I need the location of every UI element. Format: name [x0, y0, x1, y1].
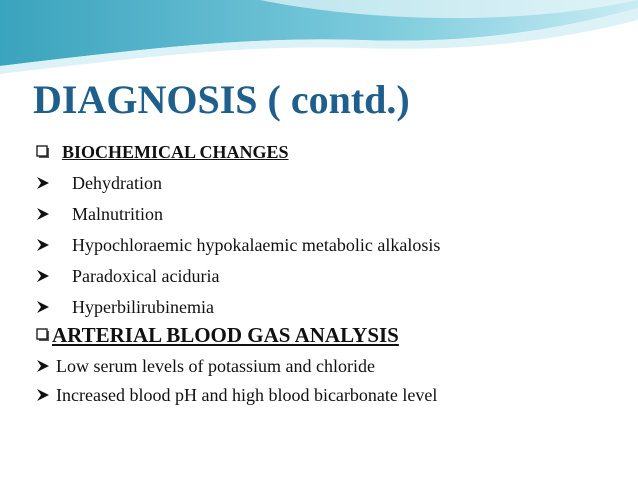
square-bullet-icon	[36, 328, 50, 342]
arrowhead-bullet-icon	[36, 207, 50, 221]
list-item	[36, 263, 219, 289]
list-item	[36, 232, 440, 258]
section-heading-abg	[36, 322, 399, 348]
arrowhead-bullet-icon	[36, 269, 50, 283]
section-heading-label: ARTERIAL BLOOD GAS ANALYSIS	[52, 322, 399, 347]
list-item	[36, 294, 214, 320]
square-bullet-icon	[36, 145, 50, 159]
arrowhead-bullet-icon	[36, 388, 50, 402]
section-heading-biochemical	[36, 139, 289, 165]
list-item	[36, 201, 163, 227]
list-item-text: Increased blood pH and high blood bicarbonate level	[56, 384, 438, 405]
list-item	[36, 353, 375, 379]
list-item-text: Malnutrition	[72, 203, 163, 224]
arrowhead-bullet-icon	[36, 359, 50, 373]
section-heading-label: BIOCHEMICAL CHANGES	[62, 141, 289, 162]
header-wave-decoration	[0, 0, 638, 80]
slide-title: DIAGNOSIS ( contd.)	[33, 77, 410, 122]
list-item	[36, 382, 437, 408]
list-item-text: Paradoxical aciduria	[72, 265, 220, 286]
arrowhead-bullet-icon	[36, 176, 50, 190]
arrowhead-bullet-icon	[36, 300, 50, 314]
list-item-text: Hyperbilirubinemia	[72, 296, 214, 317]
list-item-text: Hypochloraemic hypokalaemic metabolic alkalosis	[72, 234, 441, 255]
arrowhead-bullet-icon	[36, 238, 50, 252]
list-item-text: Dehydration	[72, 172, 162, 193]
list-item-text: Low serum levels of potassium and chloride	[56, 355, 375, 376]
list-item	[36, 170, 162, 196]
